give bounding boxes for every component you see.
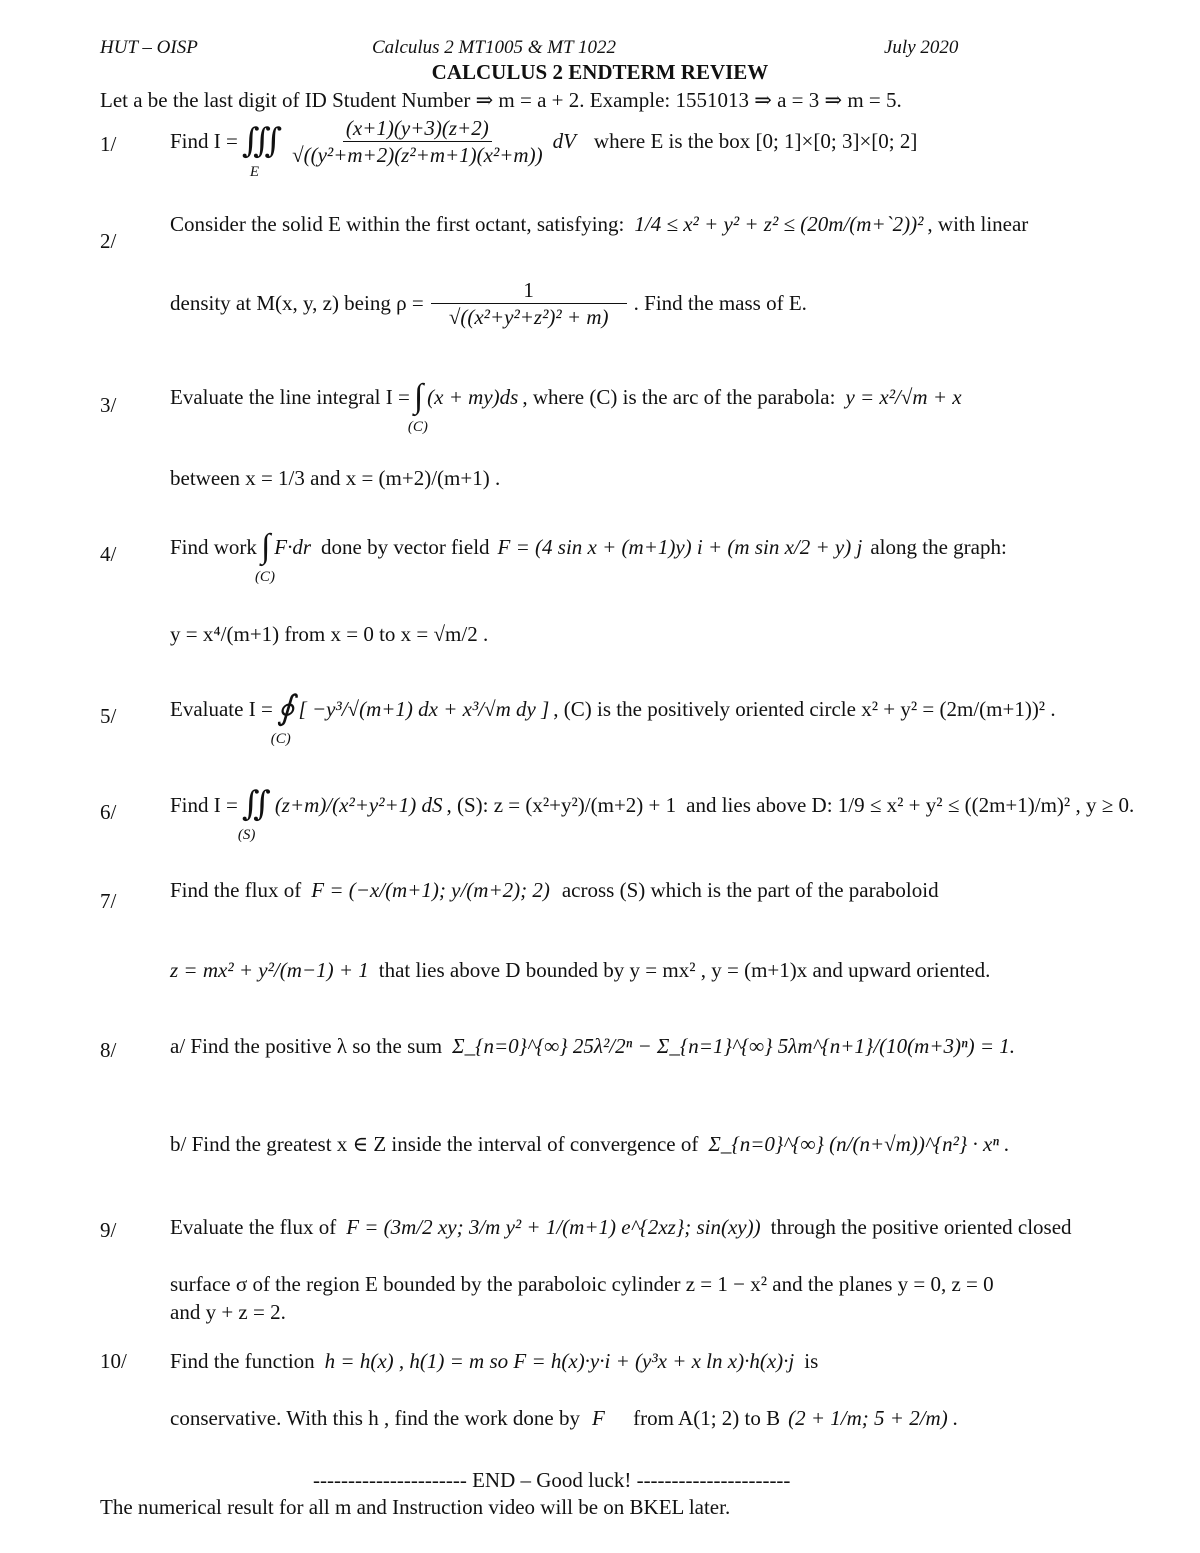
parabola-equation: y = x²/√m + x [845,384,962,409]
fraction-numerator: (x+1)(y+3)(z+2) [343,116,492,142]
problem-1-suffix: where E is the box [0; 1]×[0; 3]×[0; 2] [593,129,918,154]
problem-6-suffix: and lies above D: 1/9 ≤ x² + y² ≤ ((2m+1)/m)² , y ≥ 0. [686,792,1135,817]
density-label: density at M(x, y, z) being ρ = [170,291,424,316]
problem-6 [170,786,1135,843]
problem-4-number: 4/ [100,542,117,566]
problem-5-number: 5/ [100,704,117,728]
density-denominator: √((x²+y²+z²)² + m) [448,305,609,330]
series-equation: Σ_{n=0}^{∞} 25λ²/2ⁿ − Σ_{n=1}^{∞} 5λm^{n+1}/(10(m+3)ⁿ) = 1. [452,1034,1016,1058]
problem-9-suffix: through the positive oriented closed [770,1215,1072,1239]
problem-9-number: 9/ [100,1218,117,1242]
problem-1-prefix: Find I = [170,129,238,154]
problem-7-prefix: Find the flux of [170,878,302,902]
problem-2-suffix: , with linear [927,212,1029,236]
problem-10-line2-prefix: conservative. With this h , find the work done by [170,1406,580,1430]
problem-5-prefix: Evaluate I = [170,696,273,721]
problem-6-surface: , (S): z = (x²+y²)/(m+2) + 1 [446,792,677,817]
work-integral-sign: ∫ (C) [254,528,275,585]
closed-integral-sign: ∮ (C) [270,690,295,747]
problem-10-number: 10/ [100,1349,127,1373]
problem-7-number: 7/ [100,889,117,913]
problem-6-number: 6/ [100,800,117,824]
problem-4-mid: done by vector field [321,534,490,559]
line-integral-sign: ∫ (C) [407,378,428,435]
problem-8-number: 8/ [100,1038,117,1062]
problem-7-line1 [170,878,939,903]
problem-1-fraction [289,116,546,167]
problem-5-suffix: , (C) is the positively oriented circle x² + y² = (2m/(m+1))² . [553,696,1056,721]
problem-3-prefix: Evaluate the line integral I = [170,384,410,409]
problem-1-number: 1/ [100,132,117,156]
differential: dV [552,129,576,154]
problem-5 [170,690,1056,747]
contour-label-5: (C) [270,731,291,747]
problem-8a-prefix: a/ Find the positive λ so the sum [170,1034,443,1058]
problem-6-integrand: (z+m)/(x²+y²+1) dS [274,792,443,817]
problem-5-integrand: [ −y³/√(m+1) dx + x³/√m dy ] [298,696,550,721]
problem-2-line2 [170,278,807,329]
footer-note: The numerical result for all m and Instruction video will be on BKEL later. [100,1495,731,1519]
problem-2-number: 2/ [100,229,117,253]
header-left: HUT – OISP [100,37,198,58]
header-center: Calculus 2 MT1005 & MT 1022 [372,37,617,58]
problem-3-line1 [170,378,962,435]
intro-text: Let a be the last digit of ID Student Number ⇒ m = a + 2. Example: 1551013 ⇒ a = 3 ⇒ m = 5. [100,88,902,112]
triple-integral-sign: ∭ E [241,122,283,180]
fraction-denominator: √((y²+m+2)(z²+m+1)(x²+m)) [292,143,543,168]
problem-9-prefix: Evaluate the flux of [170,1215,337,1239]
problem-3-line2: between x = 1/3 and x = (m+2)/(m+1) . [170,466,501,490]
problem-10-condition: h = h(x) , h(1) = m so F = h(x)·y·i + (y³x + x ln x)·h(x)·j [324,1349,795,1373]
power-series: Σ_{n=0}^{∞} (n/(n+√m))^{n²} · xⁿ . [708,1132,1010,1156]
problem-3-mid: , where (C) is the arc of the parabola: [522,384,836,409]
problem-9-line3: and y + z = 2. [170,1300,286,1324]
problem-7-region: that lies above D bounded by y = mx² , y = (m+1)x and upward oriented. [378,958,991,982]
problem-2-prefix: Consider the solid E within the first octant, satisfying: [170,212,625,236]
problem-7-suffix: across (S) which is the part of the paraboloid [561,878,939,902]
problem-9-line1 [170,1215,1072,1240]
problem-6-prefix: Find I = [170,792,238,817]
problem-4-prefix: Find work [170,534,257,559]
problem-10-prefix: Find the function [170,1349,315,1373]
problem-1 [170,116,918,180]
problem-4-suffix: along the graph: [870,534,1007,559]
problem-2-inequality: 1/4 ≤ x² + y² + z² ≤ (20m/(m+`2))² [634,212,924,236]
vector-field-7: F = (−x/(m+1); y/(m+2); 2) [311,878,550,902]
problem-8a [170,1034,1015,1059]
problem-7-line2 [170,958,990,983]
vector-field-9: F = (3m/2 xy; 3/m y² + 1/(m+1) e^{2xz}; sin(xy)) [346,1215,761,1239]
problem-3-number: 3/ [100,393,117,417]
problem-10-line2 [170,1406,958,1431]
problem-9-line2: surface σ of the region E bounded by the paraboloic cylinder z = 1 − x² and the planes y = 0, z = 0 [170,1272,994,1296]
problem-4-line1 [170,528,1007,585]
problem-2-end: . Find the mass of E. [633,291,807,316]
vector-field-4: F = (4 sin x + (m+1)y) i + (m sin x/2 + y) j [497,534,863,559]
problem-8b [170,1132,1009,1157]
density-fraction: $\frac{1}{\text{√((x²+y²+z²)² + m)}}$ [431,278,627,329]
vector-F-icon: F⃗ [591,1406,622,1430]
problem-10-line1 [170,1349,818,1374]
contour-label-4: (C) [254,569,275,585]
point-B: (2 + 1/m; 5 + 2/m) . [788,1406,959,1430]
contour-label: (C) [407,419,428,435]
page-title: CALCULUS 2 ENDTERM REVIEW [431,60,769,84]
integral-domain-label: E [249,163,260,180]
end-line: ---------------------- END – Good luck! ---------------------- [313,1468,791,1492]
problem-4-integrand: F·dr [274,534,312,559]
problem-2-line1 [170,212,1028,237]
problem-10-line2-suffix: from A(1; 2) to B [633,1406,781,1430]
problem-10-suffix: is [804,1349,819,1373]
problem-3-integrand: (x + my)ds [427,384,519,409]
surface-label: (S) [237,827,256,843]
problem-8b-prefix: b/ Find the greatest x ∈ Z inside the interval of convergence of [170,1132,699,1156]
problem-4-line2: y = x⁴/(m+1) from x = 0 to x = √m/2 . [170,622,489,646]
surface-integral-sign: ∬ (S) [237,786,271,843]
header-right: July 2020 [884,37,959,58]
paraboloid-equation: z = mx² + y²/(m−1) + 1 [170,958,369,982]
